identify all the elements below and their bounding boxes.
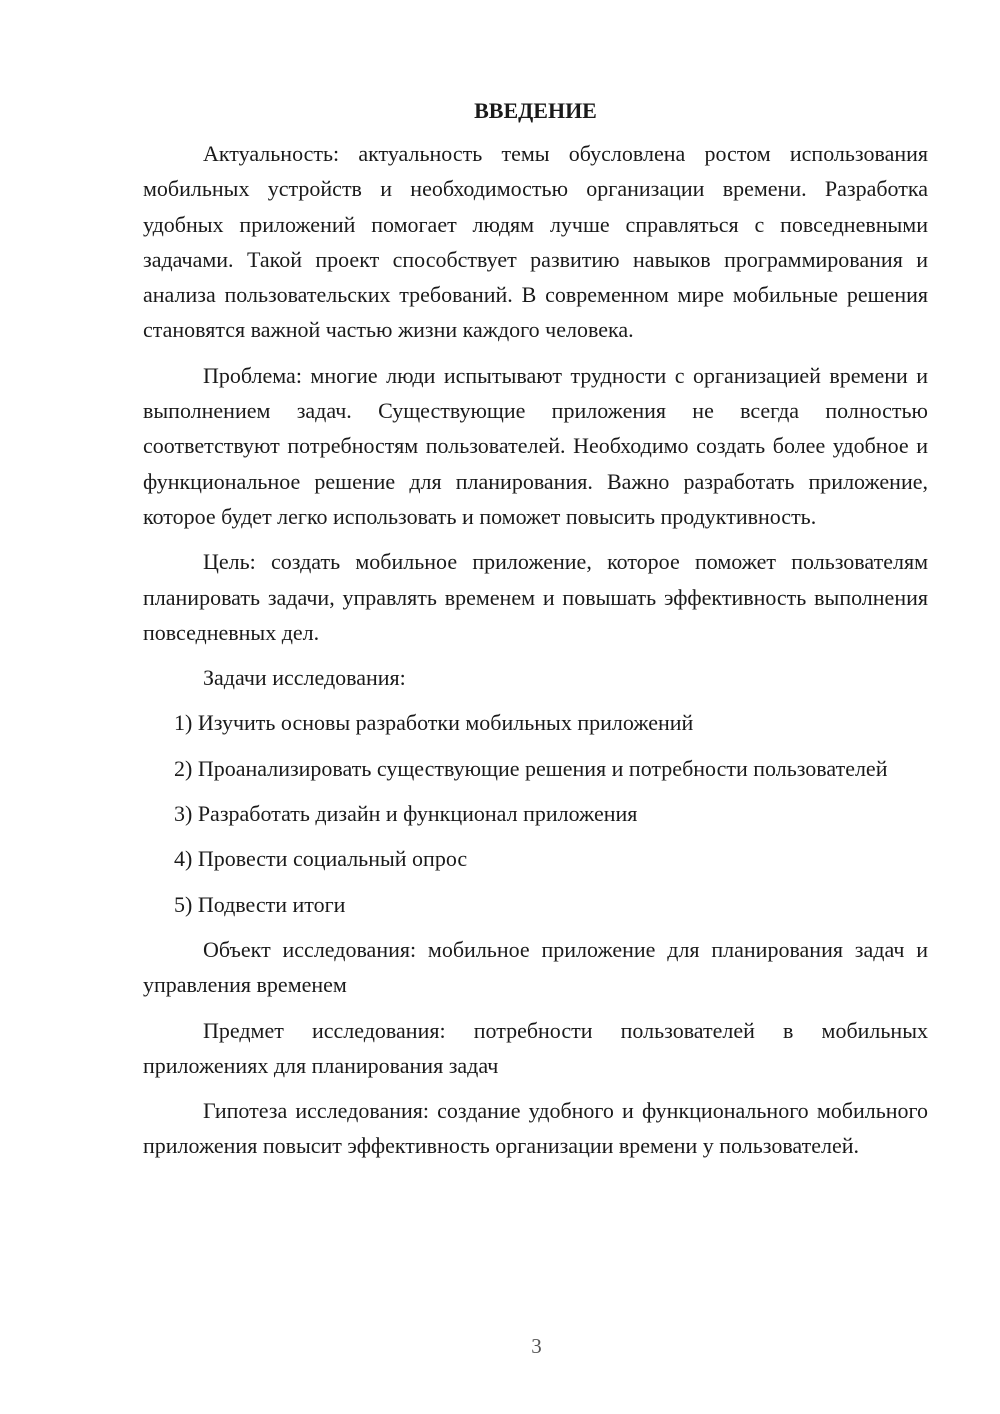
relevance-paragraph: Актуальность: актуальность темы обусловлена ростом использования мобильных устройств и необходимостью организации времени. Разработка удобных приложений помогает людям лучше справляться с повседневными задачами. Такой проект способствует развитию навыков программирования и анализа пользовательских требований. В современном мире мобильные решения становятся важной частью жизни каждого человека. [143,141,928,343]
hypothesis-paragraph: Гипотеза исследования: создание удобного и функционального мобильного приложения повысит эффективность организации времени у пользователей. [143,1098,928,1159]
list-item: 4) Провести социальный опрос [174,846,468,872]
page-title: ВВЕДЕНИЕ [474,98,597,123]
list-item: 3) Разработать дизайн и функционал приложения [174,801,638,827]
tasks-list [143,705,928,921]
list-item: 2) Проанализировать существующие решения и потребности пользователей [174,755,888,781]
page-content [143,93,928,1174]
page-number: 3 [531,1334,542,1358]
tasks-heading: Задачи исследования: [203,665,406,691]
problem-paragraph: Проблема: многие люди испытывают трудности с организацией времени и выполнением задач. Существующие приложения не всегда полностью соответствуют потребностям пользователей. Необходимо создать более удобное и функциональное решение для планирования. Важно разработать приложение, которое будет легко использовать и поможет повысить продуктивность. [143,362,928,529]
object-paragraph: Объект исследования: мобильное приложение для планирования задач и управления временем [143,936,928,998]
list-item: 5) Подвести итоги [174,891,346,917]
list-item: 1) Изучить основы разработки мобильных приложений [174,710,694,736]
goal-paragraph: Цель: создать мобильное приложение, которое поможет пользователям планировать задачи, управлять временем и повышать эффективность выполнения повседневных дел. [143,549,928,645]
subject-paragraph: Предмет исследования: потребности пользователей в мобильных приложениях для планирования задач [143,1017,928,1078]
